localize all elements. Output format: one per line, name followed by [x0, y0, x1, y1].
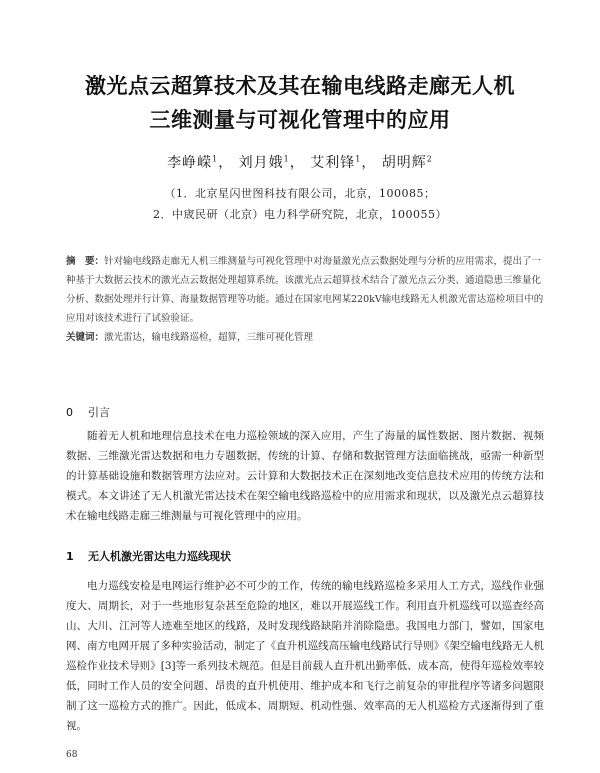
section-title: 无人机激光雷达电力巡线现状 [88, 550, 231, 563]
abstract-text: 针对输电线路走廊无人机三维测量与可视化管理中对海量激光点云数据处理与分析的应用需求，提出了一种基于大数据云技术的激光点云数据处理超算系统。该激光点云超算技术结合了激光点云分类、通道隐患三维量化分析、数据处理并行计算、海量数据管理等功能。通过在国家电网某220kV输电线路无人机激光雷达巡检项目中的应用对该技术进行了试验验证。 [66, 256, 544, 324]
paper-title-line-1: 激光点云超算技术及其在输电线路走廊无人机 [85, 74, 515, 98]
section-title: 引言 [88, 406, 110, 419]
author-affiliation-mark: 1 [283, 154, 290, 164]
paper-title-line-2: 三维测量与可视化管理中的应用 [149, 108, 451, 132]
page-number: 68 [66, 750, 78, 760]
author-name: 李峥嵘 [167, 155, 213, 171]
author-list: 李峥嵘$^1$， 刘月娥$^1$， 艾利锋$^1$， 胡明辉$^2$ [167, 154, 433, 171]
section-paragraph: 电力巡线安检是电网运行维护必不可少的工作，传统的输电线路巡检多采用人工方式，巡线作业强度大、周期长，对于一些地形复杂甚至危险的地区，难以开展巡线工作。利用直升机巡线可以巡查经高山、大川、江河等人迹难至地区的线路，及时发现线路缺陷并消除隐患。我国电力部门，譬如，国家电网、南方电网开展了多种实验活动，制定了《直升机巡线高压输电线路试行导则》《架空输电线路无人机巡检作业技术导则》[3]等一系列技术规范。但是目前载人直升机出勤率低、成本高，使得年巡检效率较低，同时工作人员的安全问题、昂贵的直升机使用、维护成本和飞行之前复杂的审批程序等诸多问题限制了这一巡检方式的推广。因此，低成本、周期短、机动性强、效率高的无人机巡检方式逐渐得到了重视。 [66, 580, 544, 732]
author-name: 艾利锋 [310, 155, 356, 171]
author-name: 胡明辉 [381, 155, 427, 171]
abstract-label: 摘 要： [66, 256, 105, 267]
keywords-text: 激光雷达，输电线路巡检，超算，三维可视化管理 [104, 332, 314, 343]
affiliation-2: 2．中宬民研（北京）电力科学研究院，北京，100055） [153, 208, 447, 221]
section-heading-introduction [66, 404, 110, 420]
author-name: 刘月娥 [238, 155, 284, 171]
section-number: 0 [66, 406, 73, 419]
abstract [66, 252, 546, 328]
keywords-label: 关键词： [66, 332, 105, 343]
author-affiliation-mark: 1 [355, 154, 362, 164]
section-number: 1 [66, 550, 74, 563]
author-affiliation-mark: 2 [426, 154, 433, 164]
keywords [66, 328, 546, 347]
section-heading-status [66, 548, 231, 564]
affiliation-1: （1．北京星闪世图科技有限公司，北京，100085； [164, 187, 436, 200]
section-paragraph: 随着无人机和地理信息技术在电力巡检领域的深入应用，产生了海量的属性数据、图片数据、视频数据、三维激光雷达数据和电力专题数据，传统的计算、存储和数据管理方法面临挑战，亟需一种新型的计算基础设施和数据管理方法应对。云计算和大数据技术正在深刻地改变信息技术应用的传统方法和模式。本文讲述了无人机激光雷达技术在架空输电线路巡检中的应用需求和现状，以及激光点云超算技术在输电线路走廊三维测量与可视化管理中的应用。 [66, 430, 544, 522]
author-affiliation-mark: 1 [212, 154, 219, 164]
